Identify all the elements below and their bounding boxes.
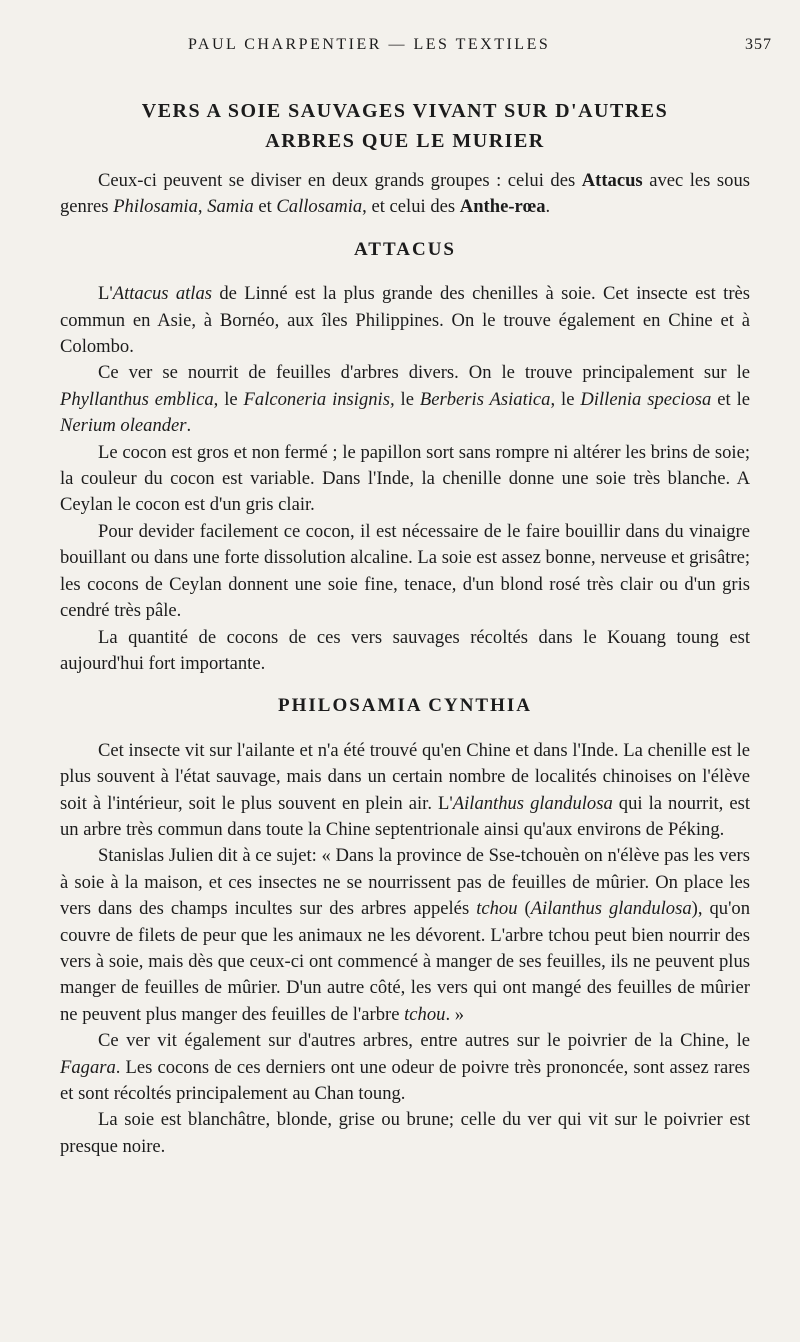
species-ailanthus: Ailanthus glandulosa [530,898,692,920]
text-run: . [186,415,192,437]
intro-text-6: . [545,196,551,218]
genus-philosamia: Philosamia [113,196,198,218]
species-fagara: Fagara [60,1056,116,1078]
page-number: 357 [745,36,772,53]
text-run: L' [98,283,113,305]
running-title: PAUL CHARPENTIER — LES TEXTILES [188,36,551,53]
intro-text-2: avec les sous genres [60,170,750,218]
species-nerium: Nerium oleander [60,415,187,437]
text-run: . Les cocons de ces derniers ont une odeur de poivre très prononcée, sont assez rares et sont récoltés principalement au Chan toung. [60,1056,750,1104]
intro-text-4: et [253,196,277,218]
genus-samia: Samia [207,196,254,218]
chapter-title [60,96,750,156]
species-phyllanthus: Phyllanthus emblica [60,388,214,410]
species-dillenia: Dillenia speciosa [580,388,712,410]
attacus-paragraph-5: La quantité de cocons de ces vers sauvages récoltés dans le Kouang toung est aujourd'hui fort importante. [60,626,750,674]
intro-paragraph [60,168,750,221]
text-run: Stanislas Julien dit à ce sujet: « Dans la province de Sse-tchouèn on n'élève pas les vers à soie à la maison, et ces insectes ne se nourrissent pas de feuilles de mûrier. On place les vers dans des champs incultes sur des arbres appelés [60,845,750,920]
text-run: . » [445,1003,465,1025]
text-run: Cet insecte vit sur l'ailante et n'a été trouvé qu'en Chine et dans l'Inde. La chenille est le plus souvent à l'état sauvage, mais dans un certain nombre de localités chinoises on l'élève soit à l'intérieur, soit le plus souvent en plein air. L' [60,739,750,814]
philosamia-paragraph-2 [60,843,750,1028]
species-berberis: Berberis Asiatica [419,388,551,410]
attacus-paragraph-3: Le cocon est gros et non fermé ; le papillon sort sans rompre ni altérer les brins de soie; la couleur du cocon est variable. Dans l'Inde, la chenille donne une soie très blanche. A Ceylan le cocon est d'un gris clair. [60,441,750,516]
attacus-paragraph-2 [60,360,750,439]
genus-callosamia: Callosamia [276,196,363,218]
philosamia-paragraph-4: La soie est blanchâtre, blonde, grise ou brune; celle du ver qui vit sur le poivrier est presque noire. [60,1109,750,1157]
section-heading-attacus: ATTACUS [354,238,456,260]
text-run: de Linné est la plus grande des chenilles à soie. Cet insecte est très commun en Asie, à Bornéo, aux îles Philippines. On le trouve également en Chine et à Colombo. [60,283,750,358]
term-tchou: tchou [476,898,518,920]
intro-text-3: , [197,196,208,218]
species-falconeria: Falconeria insignis, [243,388,395,410]
genus-antheroea: Anthe-rœa [459,196,546,218]
intro-text-1: Ceux-ci peuvent se diviser en deux grands groupes : celui des [98,170,582,191]
chapter-title-line-1: VERS A SOIE SAUVAGES VIVANT SUR D'AUTRES [141,100,669,122]
text-run: ), qu'on couvre de filets de peur que les animaux ne les dévorent. L'arbre tchou peut bien nourrir des vers à soie, mais dès que ceux-ci ont commencé à manger de ses feuilles, ils ne peuvent plus manger de feuilles de mûrier. D'un autre côté, les vers qui ont mangé des feuilles de mûrier ne peuvent plus manger des feuilles de l'arbre [60,898,751,1025]
page-body [60,96,750,1160]
text-run: Ce ver vit également sur d'autres arbres, entre autres sur le poivrier de la Chine, le [98,1030,750,1052]
attacus-paragraph-1 [60,281,750,360]
species-ailanthus: Ailanthus glandulosa [452,792,613,814]
text-run: qui la nourrit, est un arbre très commun dans toute la Chine septentrionale ainsi qu'aux environs de Péking. [60,792,751,840]
text-run: ( [517,898,531,920]
text-run: Ce ver se nourrit de feuilles d'arbres divers. On le trouve principalement sur le [98,362,750,384]
genus-attacus: Attacus [581,170,643,191]
text-run: , le [213,388,244,410]
philosamia-paragraph-1 [60,738,750,844]
intro-text-5: , et celui des [362,196,460,218]
text-run: et le [711,388,750,410]
text-run: le [394,388,420,410]
attacus-paragraph-4: Pour devider facilement ce cocon, il est nécessaire de le faire bouillir dans du vinaigre bouillant ou dans une forte dissolution alcaline. La soie est assez bonne, nerveuse et grisâtre; les cocons de Ceylan donnent une soie fine, tenace, d'un blond rosé très clair ou d'un gris cendré très pâle. [60,520,750,622]
section-heading-philosamia: PHILOSAMIA CYNTHIA [278,695,532,717]
term-tchou: tchou [404,1003,446,1025]
page-header [0,36,800,60]
chapter-title-line-2: ARBRES QUE LE MURIER [265,130,545,152]
philosamia-paragraph-3 [60,1028,750,1107]
species-attacus-atlas: Attacus atlas [112,283,212,305]
text-run: , le [550,388,581,410]
